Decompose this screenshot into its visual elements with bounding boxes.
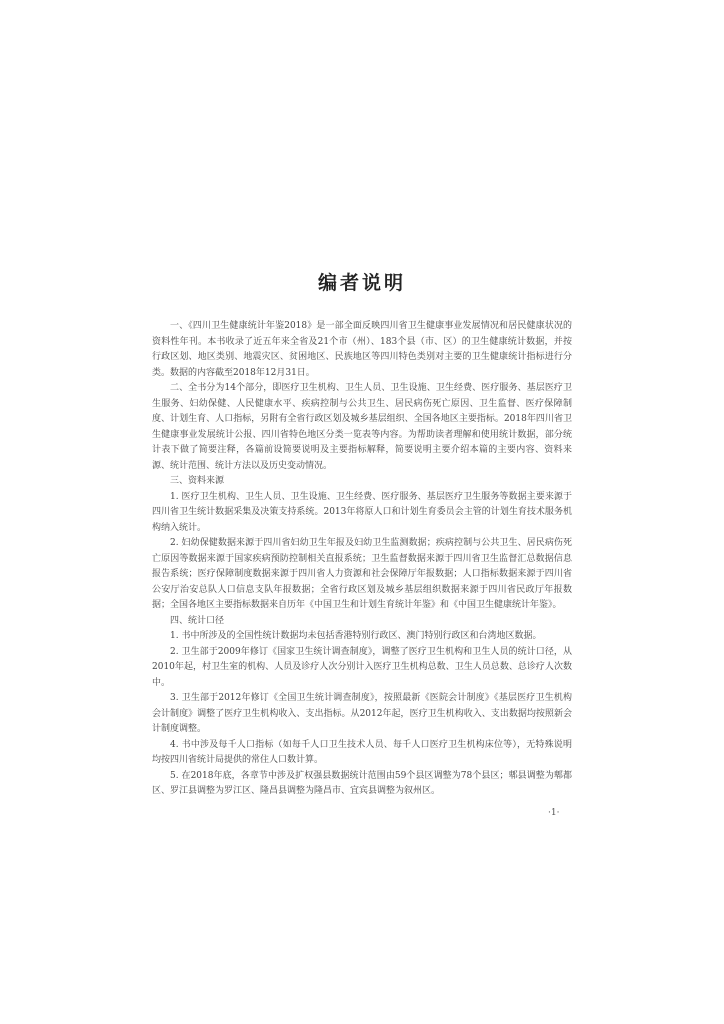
paragraph-scope-1: 1. 书中所涉及的全国性统计数据均未包括香港特别行政区、澳门特别行政区和台湾地区数据。	[170, 631, 542, 641]
paragraph-sources-2: 2. 妇幼保健数据来源于四川省妇幼卫生年报及妇幼卫生监测数据；疾病控制与公共卫生、居民病伤死亡原因等数据来源于国家疾病预防控制相关直报系统；卫生监督数据来源于四川省卫生监督汇总数据信息报告系统；医疗保障制度数据来源于四川省人力资源和社会保障厅年报数据；人口指标数据来源于四川省公安厅治安总队人口信息支队年报数据；全省行政区划及城乡基层组织数据来源于四川省民政厅年报数据；全国各地区主要指标数据来自历年《中国卫生和计划生育统计年鉴》和《中国卫生健康统计年鉴》。	[152, 538, 572, 610]
section-heading-scope: 四、统计口径	[170, 615, 225, 626]
paragraph-scope-5: 5. 在2018年底，各章节中涉及扩权强县数据统计范围由59个县区调整为78个县区；郫县调整为郫都区、罗江县调整为罗江区、隆昌县调整为隆昌市、宜宾县调整为叙州区。	[152, 770, 572, 796]
page-number: ·1·	[548, 808, 560, 818]
page-title: 编者说明	[317, 272, 406, 294]
paragraph-structure: 二、全书分为14个部分，即医疗卫生机构、卫生人员、卫生设施、卫生经费、医疗服务、基层医疗卫生服务、妇幼保健、人民健康水平、疾病控制与公共卫生、居民病伤死亡原因、卫生监督、医疗保障制度、计划生育、人口指标，另附有全省行政区划及城乡基层组织、全国各地区主要指标。2018年四川省卫生健康事业发展统计公报、四川省特色地区分类一览表等内容。为帮助读者理解和使用统计数据，部分统计表下做了简要注释，各篇前设简要说明及主要指标解释，简要说明主要介绍本篇的主要内容、资料来源、统计范围、统计方法以及历史变动情况。	[152, 383, 572, 471]
section-heading-sources: 三、资料来源	[170, 476, 225, 486]
paragraph-sources-1: 1. 医疗卫生机构、卫生人员、卫生设施、卫生经费、医疗服务、基层医疗卫生服务等数据主要来源于四川省卫生统计数据采集及决策支持系统。2013年将原人口和计划生育委员会主管的计划生育技术服务机构纳入统计。	[152, 491, 572, 533]
paragraph-scope-4: 4. 书中涉及每千人口指标（如每千人口卫生技术人员、每千人口医疗卫生机构床位等），无特殊说明均按四川省统计局提供的常住人口数计算。	[152, 739, 572, 765]
paragraph-scope-3: 3. 卫生部于2012年修订《全国卫生统计调查制度》，按照最新《医院会计制度》《基层医疗卫生机构会计制度》调整了医疗卫生机构收入、支出指标。从2012年起，医疗卫生机构收入、支出数据均按照新会计制度调整。	[152, 693, 572, 734]
paragraph-scope-2: 2. 卫生部于2009年修订《国家卫生统计调查制度》，调整了医疗卫生机构和卫生人员的统计口径，从2010年起，村卫生室的机构、人员及诊疗人次分别计入医疗卫生机构总数、卫生人员总数、总诊疗人次数中。	[152, 646, 572, 688]
document-body	[152, 319, 572, 800]
paragraph-intro: 一、《四川卫生健康统计年鉴2018》是一部全面反映四川省卫生健康事业发展情况和居民健康状况的资料性年刊。本书收录了近五年来全省及21个市（州）、183个县（市、区）的卫生健康统计数据，并按行政区划、地区类别、地震灾区、贫困地区、民族地区等四川特色类别对主要的卫生健康统计指标进行分类。数据的内容截至2018年12月31日。	[152, 321, 572, 378]
